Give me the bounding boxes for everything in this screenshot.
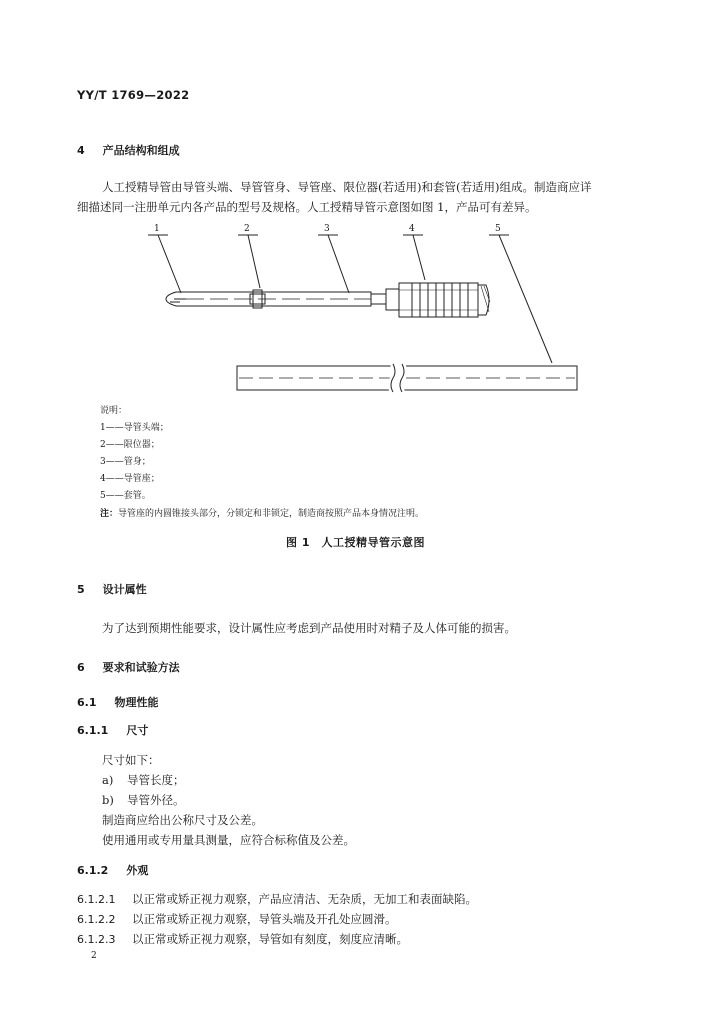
- item-text: 以正常或矫正视力观察，产品应清洁、无杂质，无加工和表面缺陷。: [132, 892, 477, 906]
- item-text: 以正常或矫正视力观察，导管如有刻度，刻度应清晰。: [132, 932, 408, 946]
- figure-note: [100, 506, 424, 519]
- dimension-line4: 使用通用或专用量具测量，应符合标称值及公差。: [102, 833, 355, 847]
- item-text: 以正常或矫正视力观察，导管头端及开孔处应圆滑。: [132, 912, 397, 926]
- legend-title: 说明：: [100, 406, 128, 416]
- section-6-1-heading: [77, 694, 159, 710]
- section-number: 6.1: [77, 696, 97, 709]
- item-text: 导管长度；: [127, 773, 185, 787]
- note-label: 注：: [100, 509, 119, 519]
- standard-number: YY/T 1769—2022: [77, 88, 190, 102]
- section-title: 尺寸: [126, 724, 149, 737]
- section-title: 物理性能: [114, 696, 159, 709]
- note-text: 导管座的内圆锥接头部分，分锁定和非锁定，制造商按照产品本身情况注明。: [118, 509, 425, 519]
- section-title: 要求和试验方法: [102, 661, 180, 674]
- page-number: 2: [91, 951, 97, 961]
- section-title: 设计属性: [102, 583, 147, 596]
- item-text: 导管外径。: [127, 793, 185, 807]
- callout-1: 1: [154, 224, 160, 234]
- section-number: 6.1.1: [77, 724, 109, 737]
- appearance-item-2: [77, 911, 397, 927]
- dimension-item-b: [102, 792, 185, 808]
- section-6-1-2-heading: [77, 862, 148, 878]
- legend-item-5: 5——套管。: [100, 491, 151, 501]
- item-number: 6.1.2.1: [77, 893, 116, 906]
- callout-2: 2: [244, 224, 250, 234]
- dimension-intro: 尺寸如下：: [102, 753, 160, 767]
- section-5-heading: [77, 581, 147, 597]
- figure-caption: 图 1 人工授精导管示意图: [286, 536, 425, 549]
- section-number: 6.1.2: [77, 864, 109, 877]
- section-number: 5: [77, 583, 85, 596]
- dimension-line3: 制造商应给出公称尺寸及公差。: [102, 813, 263, 827]
- section-number: 6: [77, 661, 85, 674]
- section-title: 外观: [126, 864, 149, 877]
- appearance-item-1: [77, 891, 477, 907]
- legend-item-3: 3——管身；: [100, 457, 151, 467]
- callout-5: 5: [495, 224, 501, 234]
- section-4-paragraph-line1: 人工授精导管由导管头端、导管管身、导管座、限位器(若适用)和套管(若适用)组成。制造商应详: [102, 180, 592, 194]
- dimension-item-a: [102, 772, 185, 788]
- item-label: a): [102, 773, 114, 787]
- legend-item-4: 4——导管座；: [100, 474, 160, 484]
- item-label: b): [102, 793, 114, 807]
- legend-item-2: 2——限位器；: [100, 440, 160, 450]
- callout-4: 4: [409, 224, 415, 234]
- callout-3: 3: [324, 224, 330, 234]
- section-5-paragraph: 为了达到预期性能要求，设计属性应考虑到产品使用时对精子及人体可能的损害。: [102, 621, 516, 635]
- item-number: 6.1.2.3: [77, 933, 116, 946]
- section-number: 4: [77, 144, 85, 157]
- section-4-paragraph-line2: 细描述同一注册单元内各产品的型号及规格。人工授精导管示意图如图 1，产品可有差异。: [77, 200, 537, 214]
- item-number: 6.1.2.2: [77, 913, 116, 926]
- legend-item-1: 1——导管头端；: [100, 423, 169, 433]
- appearance-item-3: [77, 931, 408, 947]
- section-title: 产品结构和组成: [102, 144, 180, 157]
- section-6-1-1-heading: [77, 722, 148, 738]
- section-6-heading: [77, 659, 180, 675]
